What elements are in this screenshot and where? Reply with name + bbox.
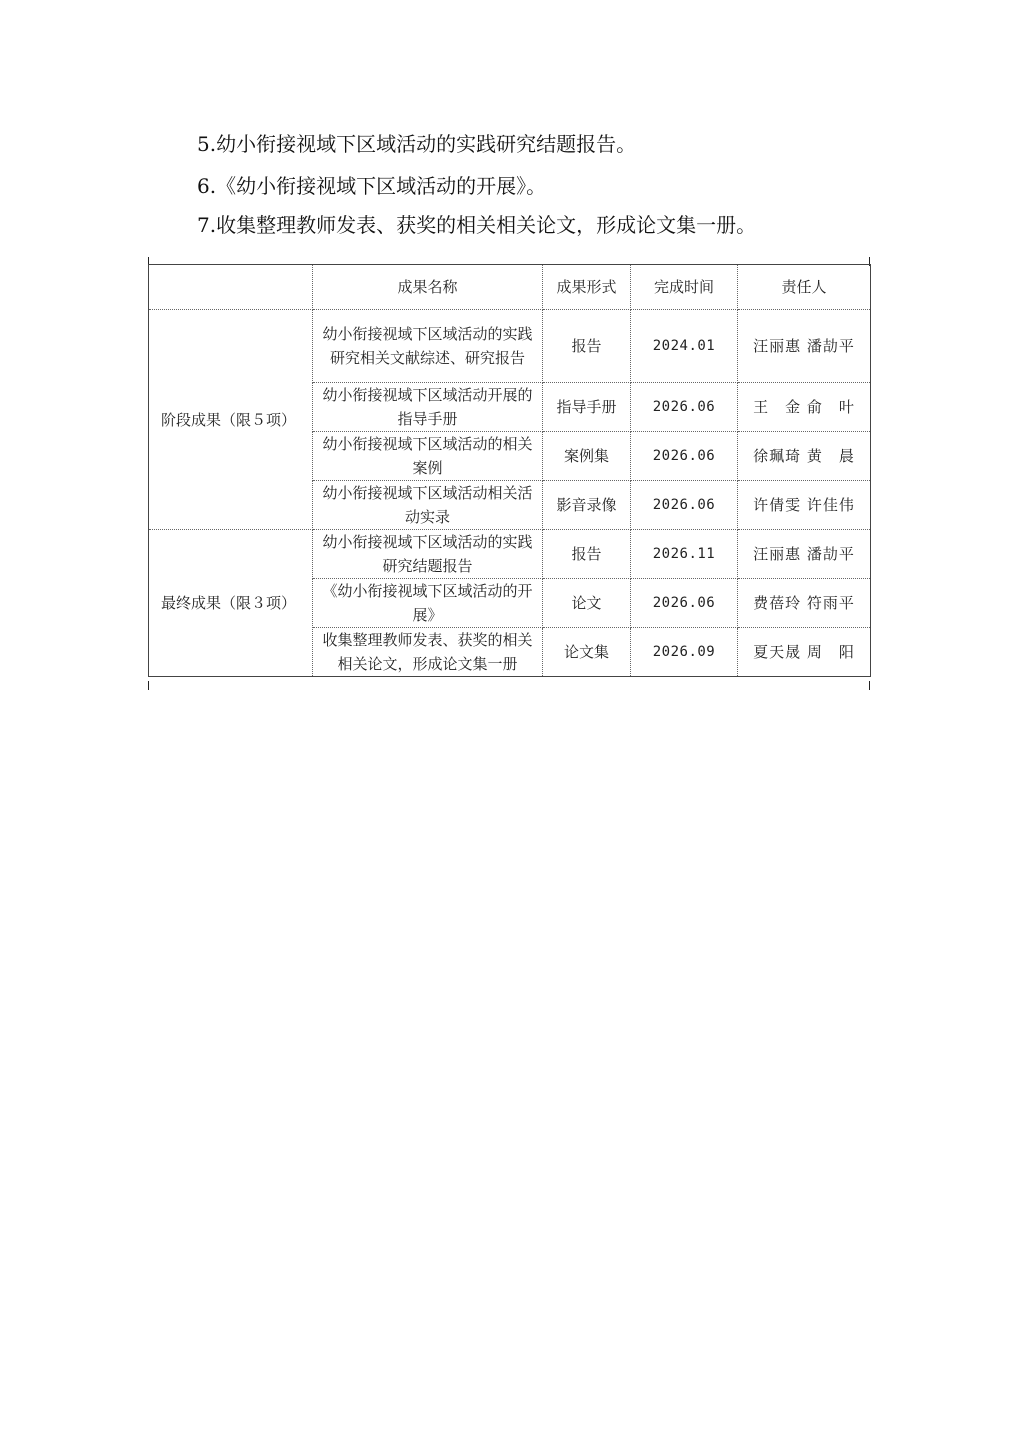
result-date-cell: 2026.06 [631,432,738,481]
paragraph-item-7: 7.收集整理教师发表、获奖的相关相关论文，形成论文集一册。 [197,213,757,237]
result-owner-cell: 汪丽惠 潘劼平 [738,310,871,383]
results-table [148,264,871,677]
result-owner-cell: 夏天晟 周 阳 [738,628,871,677]
result-date-cell: 2024.01 [631,310,738,383]
result-name-cell: 收集整理教师发表、获奖的相关相关论文，形成论文集一册 [313,628,543,677]
header-cell-owner: 责任人 [738,265,871,310]
result-date-cell: 2026.11 [631,530,738,579]
table-row [149,310,871,383]
result-name-cell: 幼小衔接视域下区域活动开展的指导手册 [313,383,543,432]
paragraph-item-6: 6.《幼小衔接视域下区域活动的开展》。 [197,174,547,198]
result-name-cell: 幼小衔接视域下区域活动的实践研究相关文献综述、研究报告 [313,310,543,383]
table-edge-mark [148,681,149,690]
stage-results-label: 阶段成果（限５项） [149,310,313,530]
result-owner-cell: 汪丽惠 潘劼平 [738,530,871,579]
header-cell-form: 成果形式 [543,265,631,310]
result-form-cell: 报告 [543,310,631,383]
results-table-container [148,257,872,690]
header-cell-blank [149,265,313,310]
table-edge-mark [869,681,870,690]
result-form-cell: 案例集 [543,432,631,481]
result-name-cell: 幼小衔接视域下区域活动的实践研究结题报告 [313,530,543,579]
result-name-cell: 幼小衔接视域下区域活动相关活动实录 [313,481,543,530]
result-date-cell: 2026.06 [631,481,738,530]
result-date-cell: 2026.09 [631,628,738,677]
result-owner-cell: 许倩雯 许佳伟 [738,481,871,530]
result-form-cell: 指导手册 [543,383,631,432]
header-cell-name: 成果名称 [313,265,543,310]
result-date-cell: 2026.06 [631,579,738,628]
result-form-cell: 影音录像 [543,481,631,530]
result-name-cell: 《幼小衔接视域下区域活动的开展》 [313,579,543,628]
header-cell-date: 完成时间 [631,265,738,310]
table-row [149,530,871,579]
result-form-cell: 论文集 [543,628,631,677]
paragraph-item-5: 5.幼小衔接视域下区域活动的实践研究结题报告。 [197,132,637,156]
result-date-cell: 2026.06 [631,383,738,432]
result-owner-cell: 徐珮琦 黄 晨 [738,432,871,481]
result-owner-cell: 王 金 俞 叶 [738,383,871,432]
result-owner-cell: 费蓓玲 符雨平 [738,579,871,628]
final-results-label: 最终成果（限３项） [149,530,313,677]
result-form-cell: 报告 [543,530,631,579]
result-form-cell: 论文 [543,579,631,628]
table-header-row [149,265,871,310]
result-name-cell: 幼小衔接视域下区域活动的相关案例 [313,432,543,481]
